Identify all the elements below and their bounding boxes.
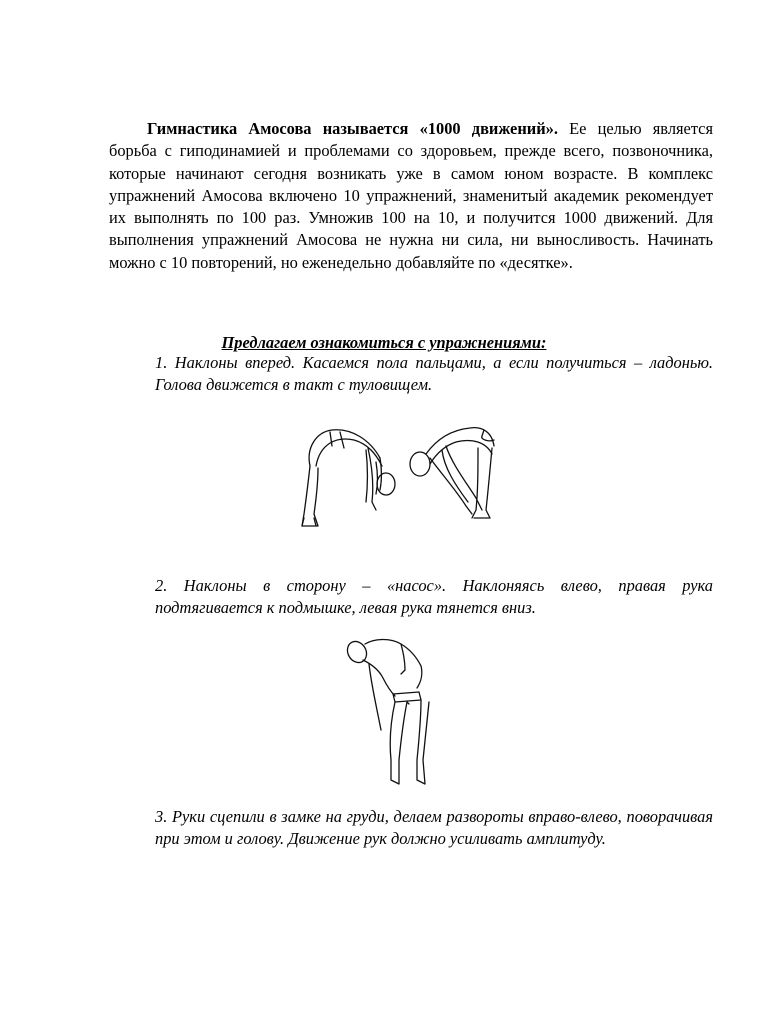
exercises-heading: Предлагаем ознакомиться с упражнениями: — [221, 333, 547, 352]
intro-lead: Гимнастика Амосова называется «1000 движений». — [147, 119, 558, 138]
forward-bend-illustration-icon — [296, 418, 508, 538]
intro-body: Ее целью является борьба с гиподинамией и проблемами со здоровьем, прежде всего, позвоночника, которые начинают сегодня возникать уже в самом юном возрасте. В комплекс упражнений Амосова включено 10 упражнений, знаменитый академик рекомендует их выполнять по 100 раз. Умножив 100 на 10, и получится 1000 движений. Для выполнения упражнений Амосова не нужна ни сила, ни выносливость. Начинать можно с 10 повторений, но еженедельно добавляйте по «десятке». — [109, 119, 713, 272]
intro-paragraph — [109, 118, 713, 274]
exercise-2-text: 2. Наклоны в сторону – «насос». Наклоняясь влево, правая рука подтягивается к подмышке, левая рука тянется вниз. — [155, 576, 713, 618]
exercise-3-text: 3. Руки сцепили в замке на груди, делаем развороты вправо-влево, поворачивая при этом и голову. Движение рук должно усиливать амплитуду. — [155, 807, 713, 849]
exercise-1-text: 1. Наклоны вперед. Касаемся пола пальцами, а если получиться – ладонью. Голова движется в такт с туловищем. — [155, 353, 713, 395]
side-bend-illustration-icon — [335, 630, 495, 796]
